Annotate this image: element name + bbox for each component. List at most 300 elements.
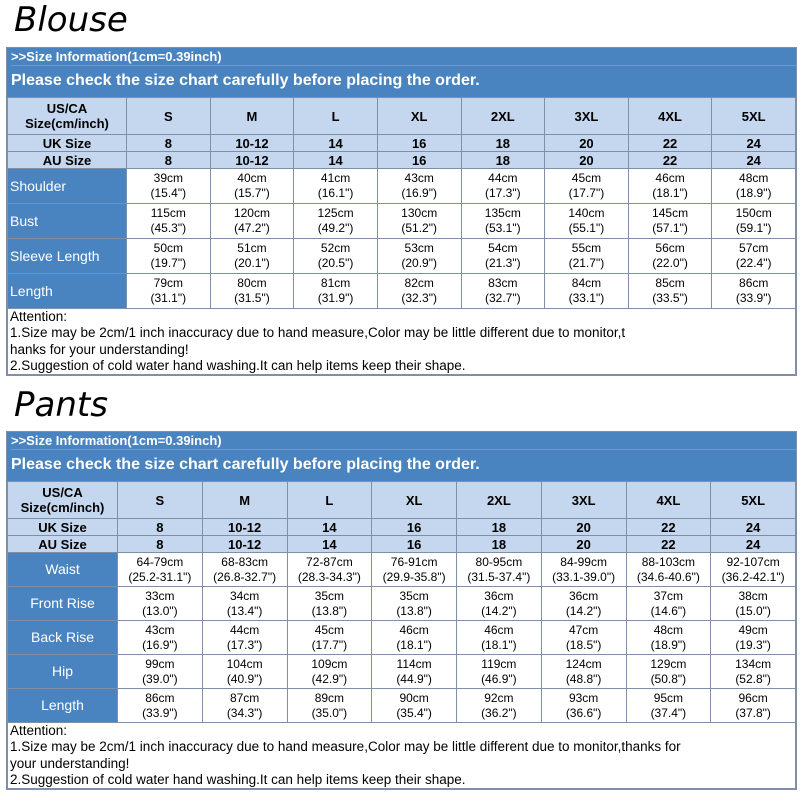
cm-value: 36cm [484,588,514,603]
au-size-value: 10-12 [210,152,294,169]
inch-value: (19.3") [735,637,771,652]
uk-size-value: 16 [377,135,461,152]
inch-value: (31.1") [150,291,187,305]
inch-value: (13.8") [311,603,348,618]
uk-size-label: UK Size [8,135,127,152]
cm-value: 46cm [655,171,685,185]
header-label-line: Size(cm/inch) [20,500,105,515]
inch-value: (31.5") [234,291,270,305]
uk-size-value: 22 [626,519,711,536]
size-column-header: XL [372,482,457,519]
measurement-cell [712,274,796,309]
cm-value: 64-79cm [136,554,184,569]
au-size-value: 16 [372,536,457,553]
inch-value: (17.7") [311,637,348,652]
uk-size-value: 14 [294,135,378,152]
pants-size-chart [6,431,797,790]
order-warning-text: Please check the size chart carefully before placing the order. [11,72,480,89]
inch-value: (39.0") [142,671,178,686]
blouse-title: Blouse [14,0,128,40]
au-size-label: AU Size [8,536,118,553]
measurement-cell [712,169,796,204]
uk-size-value: 10-12 [210,135,294,152]
inch-value: (28.3-34.3") [297,569,361,584]
inch-value: (33.1-39.0") [552,569,616,584]
measurement-cell [118,587,203,621]
inch-value: (17.7") [568,186,605,200]
measurement-cell [202,587,287,621]
inch-value: (33.5") [652,291,688,305]
size-column-header: L [294,98,378,135]
measurement-cell [210,169,294,204]
cm-value: 81cm [320,276,351,290]
measurement-cell [545,239,629,274]
size-info-text: >>Size Information(1cm=0.39inch) [11,48,796,66]
measurement-cell [626,689,711,723]
uk-size-value: 14 [287,519,372,536]
cm-value: 43cm [404,171,434,185]
inch-value: (42.9") [311,671,348,686]
measurement-cell [712,239,796,274]
inch-value: (31.9") [317,291,354,305]
measurement-cell [457,689,542,723]
measurement-row [8,274,796,309]
uk-size-value: 16 [372,519,457,536]
order-warning-text: Please check the size chart carefully before placing the order. [11,456,480,473]
inch-value: (18.1") [396,637,432,652]
inch-value: (17.3") [226,637,263,652]
measurement-cell [457,587,542,621]
size-column-header: 4XL [628,98,712,135]
cm-value: 84cm [571,276,602,290]
inch-value: (33.9") [735,291,772,305]
cm-value: 82cm [404,276,434,290]
blouse-size-table [7,97,796,309]
inch-value: (18.1") [481,637,517,652]
size-column-header: S [118,482,203,519]
au-size-value: 24 [711,536,796,553]
measurement-label: Sleeve Length [8,239,127,274]
cm-value: 125cm [317,206,354,220]
measurement-cell [127,274,211,309]
size-column-header: 5XL [711,482,796,519]
measurement-cell [202,689,287,723]
uk-size-value: 8 [118,519,203,536]
pants-title: Pants [14,385,108,425]
measurement-cell [628,239,712,274]
inch-value: (20.1") [234,256,270,270]
measurement-cell [711,587,796,621]
inch-value: (20.5") [317,256,354,270]
measurement-cell [461,239,545,274]
inch-value: (51.2") [401,221,437,235]
cm-value: 33cm [145,588,175,603]
cm-value: 130cm [401,206,438,220]
measurement-cell [711,621,796,655]
inch-value: (48.8") [565,671,602,686]
measurement-row [8,204,796,239]
inch-value: (18.9") [735,186,772,200]
size-column-header: XL [377,98,461,135]
inch-value: (47.2") [234,221,270,235]
us-ca-size-header [8,482,118,519]
cm-value: 38cm [738,588,768,603]
cm-value: 57cm [739,241,769,255]
cm-value: 34cm [229,588,260,603]
cm-value: 150cm [735,206,772,220]
measurement-cell [541,655,626,689]
inch-value: (32.7") [485,291,521,305]
inch-value: (15.7") [234,186,270,200]
inch-value: (21.7") [568,256,605,270]
measurement-cell [118,553,203,587]
cm-value: 120cm [233,206,270,220]
uk-size-value: 22 [628,135,712,152]
au-size-label: AU Size [8,152,127,169]
cm-value: 119cm [481,656,517,671]
measurement-cell [626,587,711,621]
measurement-cell [711,689,796,723]
inch-value: (16.9") [142,637,178,652]
note-line: hanks for your understanding! [10,341,189,357]
inch-value: (25.2-31.1") [128,569,192,584]
inch-value: (32.3") [401,291,437,305]
measurement-cell [461,204,545,239]
cm-value: 80-95cm [475,554,523,569]
measurement-cell [210,274,294,309]
au-size-value: 20 [545,152,629,169]
inch-value: (26.8-32.7") [213,569,277,584]
inch-value: (33.9") [142,705,178,720]
inch-value: (22.4") [735,256,772,270]
inch-value: (29.9-35.8") [382,569,446,584]
cm-value: 114cm [396,656,432,671]
measurement-cell [372,689,457,723]
cm-value: 41cm [320,171,351,185]
measurement-cell [287,689,372,723]
inch-value: (13.0") [142,603,178,618]
uk-size-label: UK Size [8,519,118,536]
measurement-cell [377,274,461,309]
measurement-cell [372,553,457,587]
measurement-cell [628,204,712,239]
inch-value: (40.9") [226,671,263,686]
inch-value: (33.1") [568,291,605,305]
inch-value: (37.4") [650,705,687,720]
measurement-cell [127,239,211,274]
header-label-line: US/CA [46,101,88,116]
inch-value: (36.6") [565,705,602,720]
measurement-cell [202,553,287,587]
inch-value: (37.8") [735,705,771,720]
measurement-label: Length [8,274,127,309]
measurement-row [8,621,796,655]
inch-value: (36.2") [481,705,517,720]
cm-value: 86cm [145,690,175,705]
cm-value: 134cm [735,656,772,671]
cm-value: 44cm [229,622,260,637]
inch-value: (14.2") [481,603,517,618]
measurement-cell [118,621,203,655]
uk-size-row [8,135,796,152]
measurement-cell [127,204,211,239]
measurement-cell [541,553,626,587]
inch-value: (31.5-37.4") [467,569,531,584]
cm-value: 140cm [568,206,605,220]
header-label-line: Size(cm/inch) [25,116,109,131]
measurement-label: Length [8,689,118,723]
inch-value: (53.1") [485,221,521,235]
au-size-value: 22 [628,152,712,169]
cm-value: 84-99cm [560,554,607,569]
pants-attention-notes [7,723,796,789]
inch-value: (35.4") [396,705,432,720]
inch-value: (15.4") [150,186,187,200]
cm-value: 135cm [484,206,521,220]
cm-value: 95cm [653,690,684,705]
measurement-cell [626,621,711,655]
note-line: 1.Size may be 2cm/1 inch inaccuracy due to hand measure,Color may be little different due to monitor,thanks for [10,739,681,755]
inch-value: (59.1") [735,221,772,235]
size-header-row [8,98,796,135]
size-column-header: 3XL [545,98,629,135]
cm-value: 54cm [488,241,518,255]
size-column-header: S [127,98,211,135]
inch-value: (14.2") [565,603,602,618]
measurement-cell [294,169,378,204]
cm-value: 104cm [226,656,263,671]
pants-size-table [7,481,796,723]
inch-value: (46.9") [481,671,517,686]
uk-size-value: 18 [457,519,542,536]
inch-value: (36.2-42.1") [721,569,785,584]
cm-value: 80cm [237,276,267,290]
blouse-banner [7,48,796,97]
note-line: Attention: [10,309,68,324]
size-column-header: 2XL [457,482,542,519]
cm-value: 86cm [739,276,769,290]
measurement-cell [711,553,796,587]
measurement-cell [541,689,626,723]
inch-value: (49.2") [317,221,354,235]
cm-value: 93cm [568,690,599,705]
cm-value: 89cm [314,690,345,705]
measurement-cell [545,169,629,204]
inch-value: (20.9") [401,256,437,270]
inch-value: (34.3") [226,705,263,720]
size-column-header: M [202,482,287,519]
cm-value: 48cm [653,622,684,637]
cm-value: 92cm [484,690,514,705]
inch-value: (13.8") [396,603,432,618]
measurement-cell [626,553,711,587]
measurement-row [8,239,796,274]
measurement-cell [545,274,629,309]
measurement-cell [287,655,372,689]
cm-value: 44cm [488,171,518,185]
cm-value: 46cm [399,622,429,637]
measurement-cell [118,689,203,723]
measurement-cell [541,587,626,621]
cm-value: 145cm [652,206,689,220]
inch-value: (18.9") [650,637,687,652]
measurement-cell [626,655,711,689]
measurement-cell [461,274,545,309]
size-column-header: M [210,98,294,135]
measurement-cell [118,655,203,689]
note-line: 2.Suggestion of cold water hand washing.It can help items keep their shape. [10,771,466,787]
note-line: 2.Suggestion of cold water hand washing.It can help items keep their shape. [10,357,466,373]
measurement-cell [287,553,372,587]
inch-value: (14.6") [650,603,687,618]
au-size-value: 16 [377,152,461,169]
au-size-row [8,536,796,553]
measurement-cell [541,621,626,655]
measurement-cell [210,239,294,274]
cm-value: 99cm [145,656,175,671]
uk-size-value: 10-12 [202,519,287,536]
measurement-cell [287,621,372,655]
au-size-value: 14 [287,536,372,553]
size-header-row [8,482,796,519]
cm-value: 115cm [150,206,186,220]
uk-size-value: 20 [541,519,626,536]
cm-value: 48cm [739,171,769,185]
cm-value: 37cm [653,588,684,603]
size-info-text: >>Size Information(1cm=0.39inch) [11,432,796,450]
measurement-cell [628,169,712,204]
measurement-cell [711,655,796,689]
uk-size-value: 20 [545,135,629,152]
cm-value: 90cm [399,690,429,705]
au-size-row [8,152,796,169]
cm-value: 52cm [320,241,351,255]
uk-size-row [8,519,796,536]
measurement-cell [202,621,287,655]
cm-value: 79cm [153,276,183,290]
au-size-value: 22 [626,536,711,553]
measurement-cell [457,553,542,587]
cm-value: 36cm [568,588,599,603]
cm-value: 83cm [488,276,518,290]
measurement-cell [712,204,796,239]
inch-value: (16.9") [401,186,437,200]
size-column-header: 5XL [712,98,796,135]
cm-value: 96cm [738,690,768,705]
inch-value: (17.3") [485,186,521,200]
note-line: 1.Size may be 2cm/1 inch inaccuracy due to hand measure,Color may be little different due to monitor,t [10,325,626,341]
cm-value: 55cm [571,241,602,255]
uk-size-value: 8 [127,135,211,152]
measurement-cell [457,655,542,689]
size-column-header: L [287,482,372,519]
measurement-cell [545,204,629,239]
cm-value: 51cm [237,241,267,255]
measurement-cell [457,621,542,655]
inch-value: (55.1") [568,221,605,235]
inch-value: (57.1") [652,221,688,235]
cm-value: 88-103cm [641,554,696,569]
measurement-cell [287,587,372,621]
blouse-size-chart [6,47,797,376]
measurement-label: Waist [8,553,118,587]
cm-value: 56cm [655,241,685,255]
inch-value: (45.3") [150,221,187,235]
cm-value: 45cm [571,171,602,185]
measurement-cell [377,169,461,204]
measurement-row [8,655,796,689]
cm-value: 109cm [311,656,348,671]
uk-size-value: 18 [461,135,545,152]
measurement-cell [202,655,287,689]
cm-value: 53cm [404,241,434,255]
cm-value: 85cm [655,276,685,290]
measurement-cell [372,621,457,655]
note-line: Attention: [10,723,68,738]
cm-value: 92-107cm [726,554,780,569]
inch-value: (13.4") [226,603,263,618]
measurement-label: Front Rise [8,587,118,621]
au-size-value: 18 [457,536,542,553]
cm-value: 76-91cm [390,554,438,569]
cm-value: 124cm [565,656,602,671]
cm-value: 39cm [153,171,183,185]
size-column-header: 3XL [541,482,626,519]
cm-value: 50cm [153,241,183,255]
cm-value: 35cm [399,588,429,603]
inch-value: (35.0") [311,705,348,720]
inch-value: (21.3") [485,256,521,270]
measurement-cell [127,169,211,204]
measurement-cell [377,204,461,239]
header-label-line: US/CA [42,485,83,500]
au-size-value: 8 [118,536,203,553]
measurement-cell [294,274,378,309]
cm-value: 45cm [314,622,345,637]
cm-value: 40cm [237,171,267,185]
pants-banner [7,432,796,481]
cm-value: 68-83cm [221,554,268,569]
inch-value: (22.0") [652,256,688,270]
inch-value: (19.7") [150,256,187,270]
measurement-row [8,689,796,723]
cm-value: 43cm [145,622,175,637]
measurement-row [8,587,796,621]
cm-value: 87cm [229,690,260,705]
us-ca-size-header [8,98,127,135]
measurement-cell [294,239,378,274]
measurement-cell [377,239,461,274]
size-column-header: 4XL [626,482,711,519]
measurement-cell [461,169,545,204]
inch-value: (50.8") [650,671,687,686]
inch-value: (52.8") [735,671,771,686]
cm-value: 47cm [568,622,599,637]
measurement-row [8,553,796,587]
inch-value: (16.1") [317,186,354,200]
au-size-value: 18 [461,152,545,169]
cm-value: 72-87cm [306,554,353,569]
measurement-label: Back Rise [8,621,118,655]
measurement-cell [210,204,294,239]
cm-value: 35cm [314,588,345,603]
cm-value: 49cm [738,622,768,637]
au-size-value: 10-12 [202,536,287,553]
measurement-cell [628,274,712,309]
uk-size-value: 24 [711,519,796,536]
measurement-label: Bust [8,204,127,239]
inch-value: (18.1") [652,186,688,200]
